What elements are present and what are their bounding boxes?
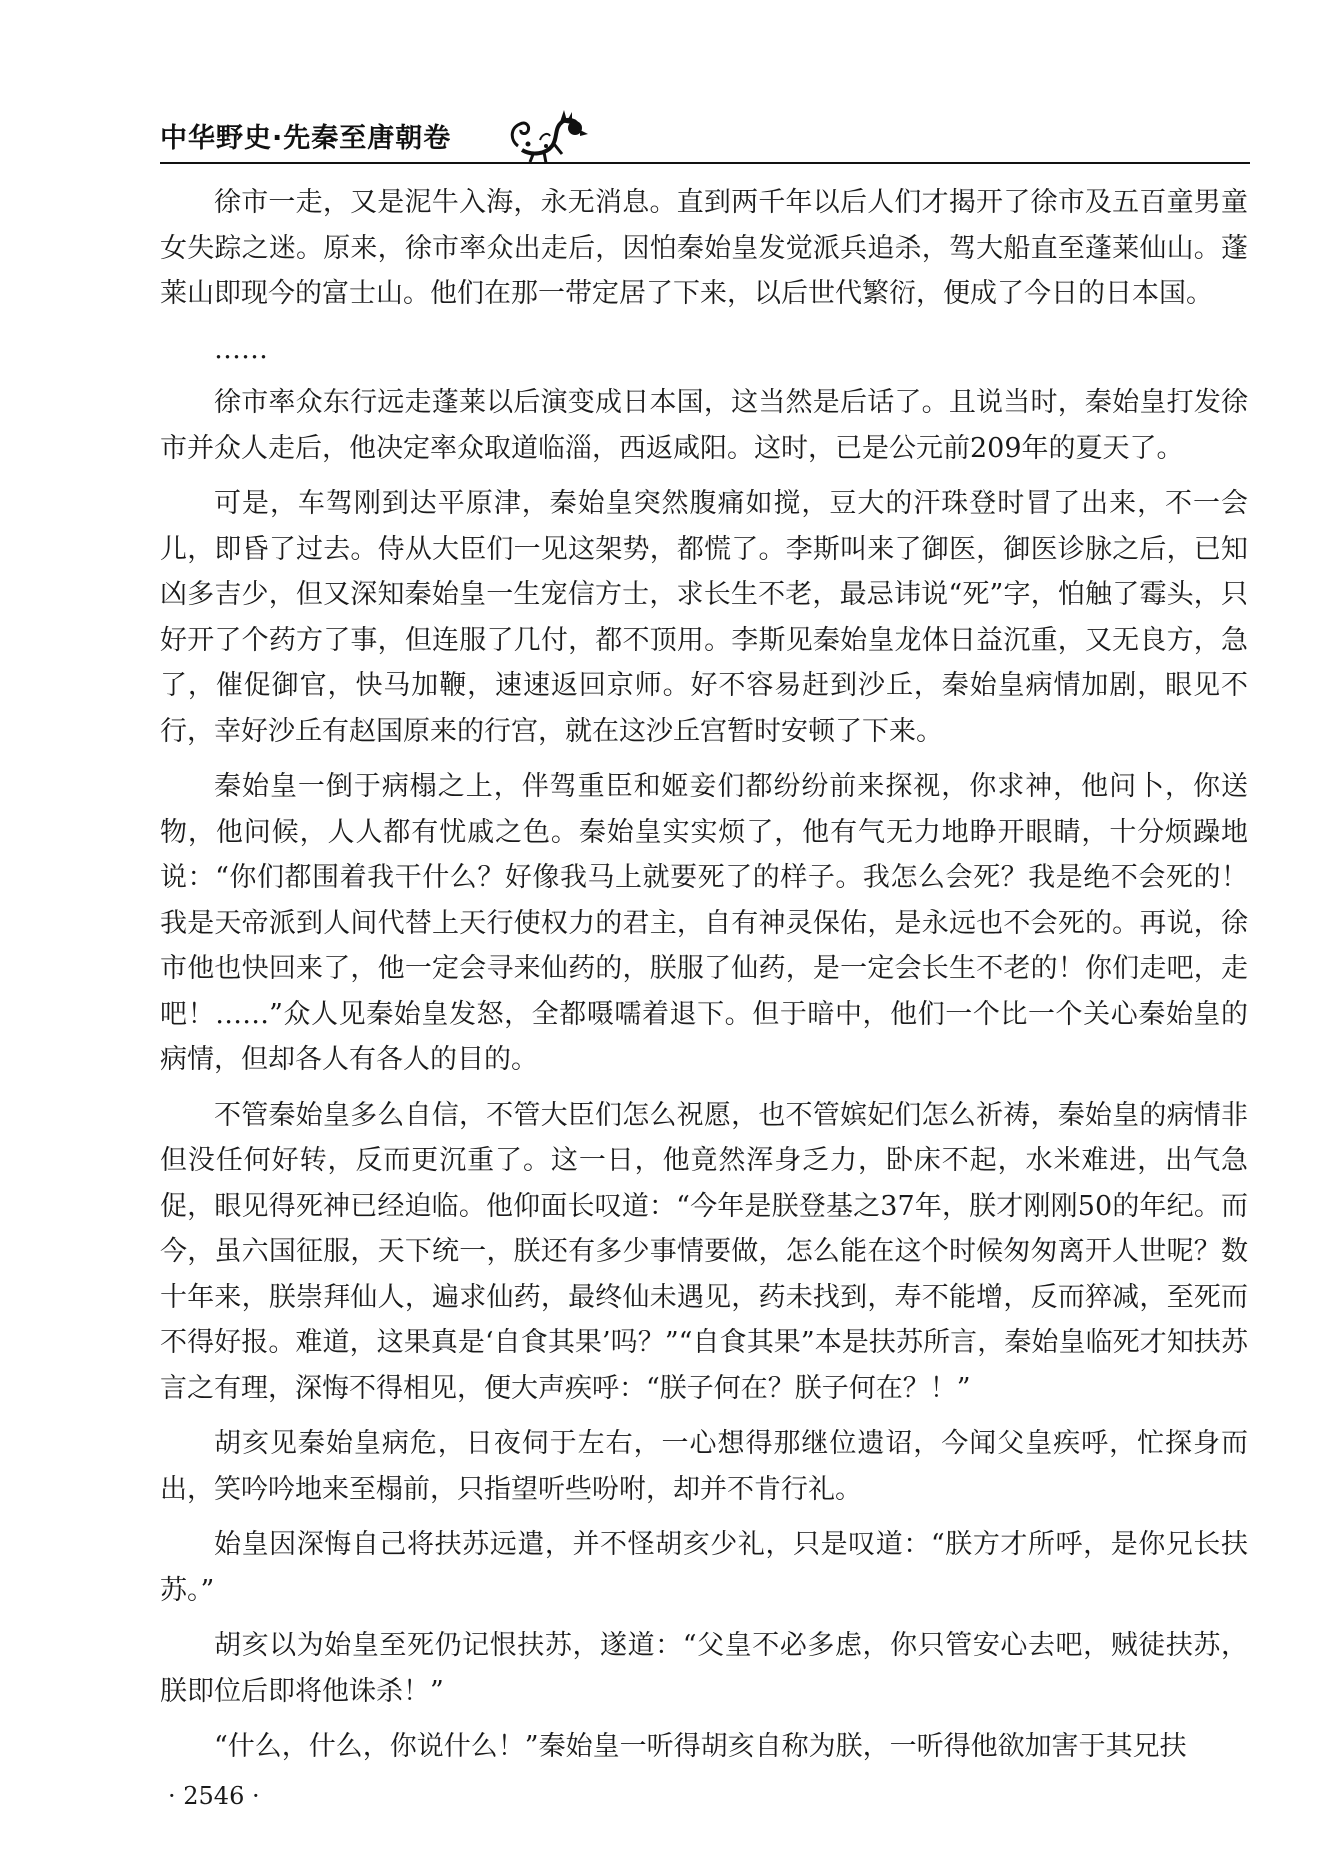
dragon-icon bbox=[500, 100, 590, 168]
paragraph: 胡亥见秦始皇病危，日夜伺于左右，一心想得那继位遗诏，今闻父皇疾呼，忙探身而出，笑吟吟地来至榻前，只指望听些吩咐，却并不肯行礼。 bbox=[160, 1428, 1248, 1505]
paragraph: “什么，什么，你说什么！”秦始皇一听得胡亥自称为朕，一听得他欲加害于其兄扶 bbox=[214, 1731, 1187, 1762]
paragraph: 始皇因深悔自己将扶苏远遣，并不怪胡亥少礼，只是叹道：“朕方才所呼，是你兄长扶苏。” bbox=[160, 1529, 1248, 1606]
book-title: 中华野史·先秦至唐朝卷 bbox=[160, 123, 452, 154]
paragraph: 秦始皇一倒于病榻之上，伴驾重臣和姬妾们都纷纷前来探视，你求神，他问卜，你送物，他问候，人人都有忧戚之色。秦始皇实实烦了，他有气无力地睁开眼睛，十分烦躁地说：“你们都围着我干什么？好像我马上就要死了的样子。我怎么会死？我是绝不会死的！我是天帝派到人间代替上天行使权力的君主，自有神灵保佑，是永远也不会死的。再说，徐市他也快回来了，他一定会寻来仙药的，朕服了仙药，是一定会长生不老的！你们走吧，走吧！……”众人见秦始皇发怒，全都嗫嚅着退下。但于暗中，他们一个比一个关心秦始皇的病情，但却各人有各人的目的。 bbox=[160, 771, 1248, 1075]
paragraph: 徐市率众东行远走蓬莱以后演变成日本国，这当然是后话了。且说当时，秦始皇打发徐市并众人走后，他决定率众取道临淄，西返咸阳。这时，已是公元前209年的夏天了。 bbox=[160, 387, 1248, 464]
paragraph: 徐市一走，又是泥牛入海，永无消息。直到两千年以后人们才揭开了徐市及五百童男童女失踪之迷。原来，徐市率众出走后，因怕秦始皇发觉派兵追杀，驾大船直至蓬莱仙山。蓬莱山即现今的富士山。他们在那一带定居了下来，以后世代繁衍，便成了今日的日本国。 bbox=[160, 187, 1248, 309]
body-text bbox=[160, 180, 1248, 1780]
paragraph: 可是，车驾刚到达平原津，秦始皇突然腹痛如搅，豆大的汗珠登时冒了出来，不一会儿，即昏了过去。侍从大臣们一见这架势，都慌了。李斯叫来了御医，御医诊脉之后，已知凶多吉少，但又深知秦始皇一生宠信方士，求长生不老，最忌讳说“死”字，怕触了霉头，只好开了个药方了事，但连服了几付，都不顶用。李斯见秦始皇龙体日益沉重，又无良方，急了，催促御官，快马加鞭，速速返回京师。好不容易赶到沙丘，秦始皇病情加剧，眼见不行，幸好沙丘有赵国原来的行宫，就在这沙丘宫暂时安顿了下来。 bbox=[160, 488, 1248, 747]
paragraph-ellipsis: …… bbox=[214, 333, 268, 365]
running-header bbox=[160, 100, 1250, 168]
paragraph: 胡亥以为始皇至死仍记恨扶苏，遂道：“父皇不必多虑，你只管安心去吧，贼徒扶苏，朕即位后即将他诛杀！” bbox=[160, 1630, 1248, 1707]
paragraph: 不管秦始皇多么自信，不管大臣们怎么祝愿，也不管嫔妃们怎么祈祷，秦始皇的病情非但没任何好转，反而更沉重了。这一日，他竟然浑身乏力，卧床不起，水米难进，出气急促，眼见得死神已经迫临。他仰面长叹道：“今年是朕登基之37年，朕才刚刚50的年纪。而今，虽六国征服，天下统一，朕还有多少事情要做，怎么能在这个时候匆匆离开人世呢？数十年来，朕崇拜仙人，遍求仙药，最终仙未遇见，药未找到，寿不能增，反而猝减，至死而不得好报。难道，这果真是‘自食其果’吗？”“自食其果”本是扶苏所言，秦始皇临死才知扶苏言之有理，深悔不得相见，便大声疾呼：“朕子何在？朕子何在？！” bbox=[160, 1099, 1248, 1404]
header-rule bbox=[160, 162, 1250, 164]
page-number: · 2546 · bbox=[168, 1782, 260, 1810]
